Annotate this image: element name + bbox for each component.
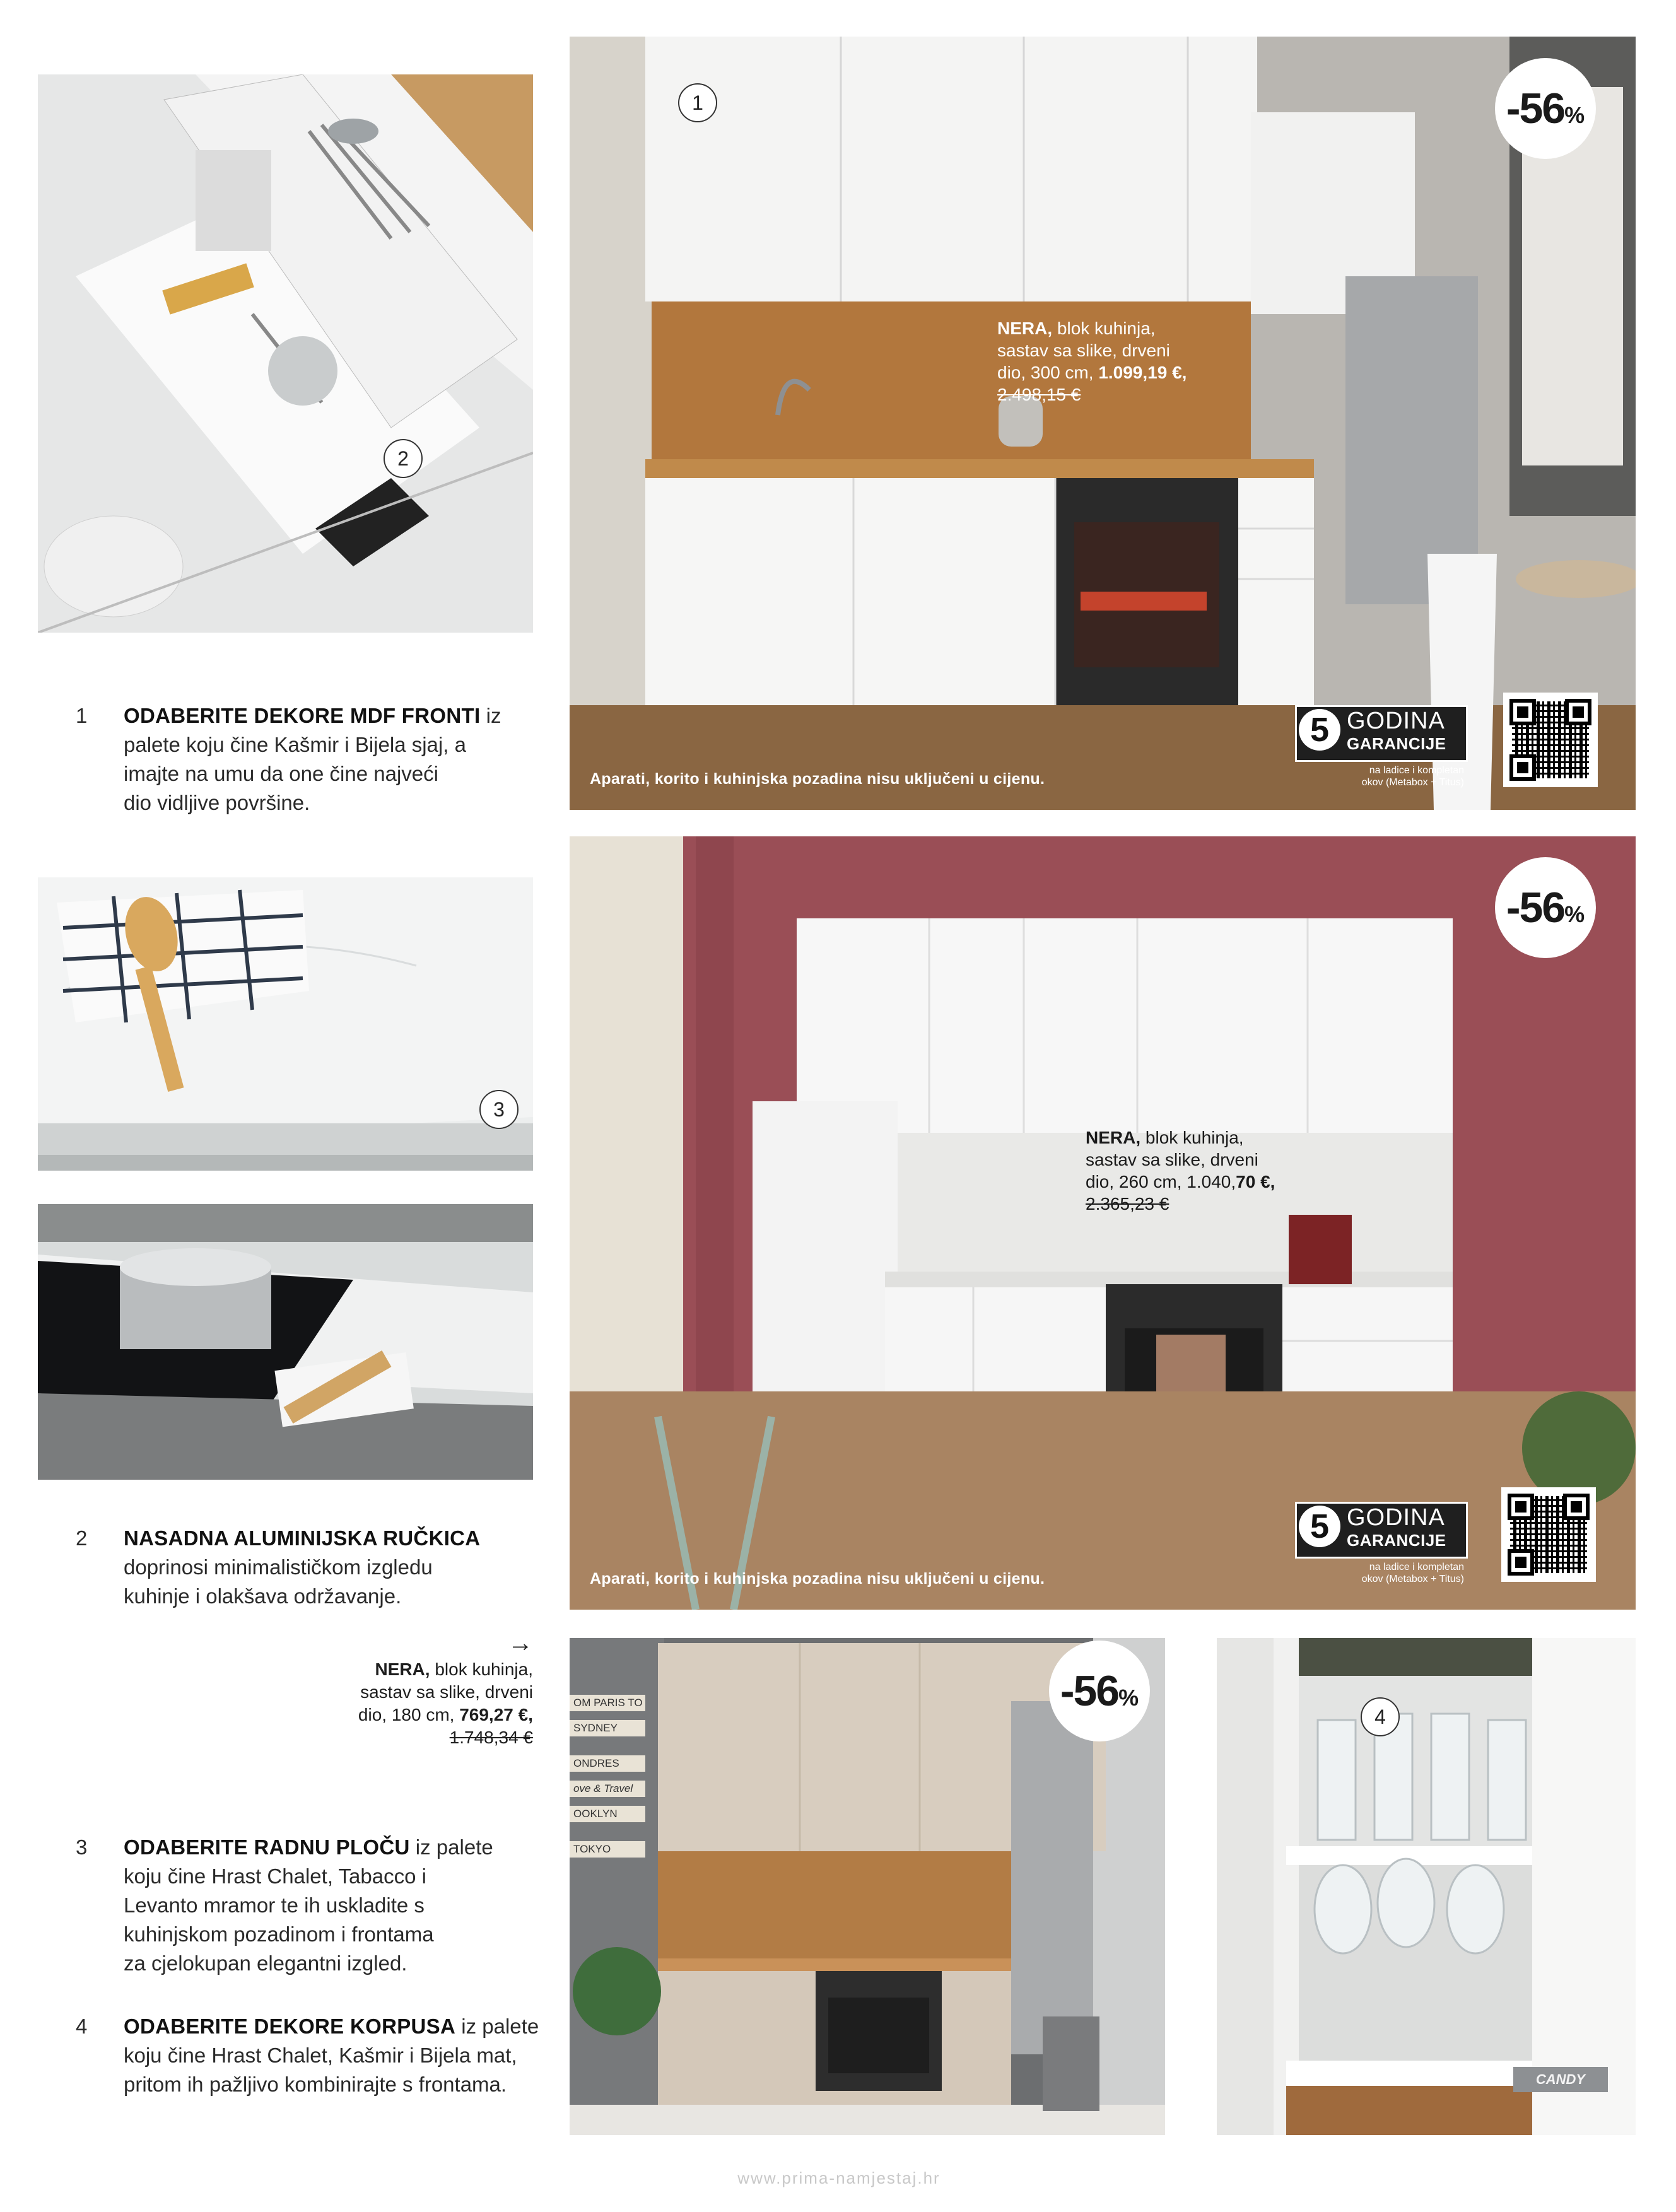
- feature-number: 1: [76, 704, 88, 727]
- product-line1: blok kuhinja,: [430, 1659, 533, 1679]
- feature-line: doprinosi minimalističkom izgledu: [124, 1555, 433, 1579]
- feature-line: koju čine Hrast Chalet, Kašmir i Bijela mat,: [124, 2044, 517, 2067]
- feature-heading: ODABERITE DEKORE MDF FRONTI: [124, 704, 481, 727]
- feature-heading-tail: iz palete: [455, 2015, 539, 2038]
- feature-line: kuhinje i olakšava održavanje.: [124, 1584, 402, 1608]
- guarantee-sub2: okov (Metabox + Titus): [1361, 777, 1464, 788]
- discount-badge: [1495, 857, 1596, 958]
- feature-heading: NASADNA ALUMINIJSKA RUČKICA: [124, 1526, 481, 1550]
- sign: OOKLYN: [570, 1806, 645, 1822]
- photo-marble-worktop: [38, 877, 533, 1171]
- footer-website-link[interactable]: www.prima-namjestaj.hr: [737, 2168, 941, 2187]
- product-line3: dio, 180 cm,: [358, 1705, 460, 1724]
- kitchen-illustration: [570, 37, 1636, 810]
- discount-value: -56: [1060, 1667, 1119, 1715]
- product-price-text: [997, 317, 1187, 406]
- product-old-price: 2.498,15 €: [997, 385, 1081, 404]
- sign: ONDRES: [570, 1755, 645, 1772]
- worktop-illustration: [38, 877, 533, 1171]
- travel-signs: [570, 1695, 645, 1858]
- product-price-text: [1086, 1126, 1275, 1215]
- feature-line: Levanto mramor te ih uskladite s: [124, 1893, 425, 1917]
- guarantee-sub1: na ladice i kompletan: [1369, 1562, 1464, 1572]
- product-line3: dio, 260 cm, 1.040,: [1086, 1172, 1236, 1191]
- product-line3: dio, 300 cm,: [997, 363, 1099, 382]
- feature-line: koju čine Hrast Chalet, Tabacco i: [124, 1864, 426, 1888]
- exclusion-note: Aparati, korito i kuhinjska pozadina nisu uključeni u cijenu.: [590, 1570, 1045, 1588]
- product-price: 769,27 €,: [459, 1705, 533, 1724]
- discount-unit: %: [1118, 1685, 1139, 1711]
- feature-heading-tail: iz palete: [409, 1835, 493, 1859]
- photo-number-badge: 1: [678, 83, 717, 122]
- product-line1: blok kuhinja,: [1052, 319, 1156, 338]
- guarantee-word2: GARANCIJE: [1347, 734, 1446, 753]
- product-line1: blok kuhinja,: [1140, 1128, 1244, 1147]
- sign: TOKYO: [570, 1841, 645, 1858]
- product-name: NERA,: [997, 319, 1053, 338]
- product-price: 70 €,: [1236, 1172, 1275, 1191]
- guarantee-word2: GARANCIJE: [1347, 1531, 1446, 1550]
- photo-number-badge: 3: [479, 1090, 519, 1129]
- feature-line: imajte na umu da one čine najveći: [124, 762, 438, 785]
- guarantee-years: 5: [1299, 709, 1340, 751]
- feature-number: 4: [76, 2015, 88, 2038]
- side-product-price: [252, 1630, 533, 1749]
- product-name: NERA,: [375, 1659, 430, 1679]
- sign: SYDNEY: [570, 1720, 645, 1736]
- qr-code[interactable]: [1503, 693, 1598, 787]
- feature-line: pritom ih pažljivo kombinirajte s frontama.: [124, 2073, 507, 2096]
- guarantee-word1: GODINA: [1347, 708, 1445, 734]
- arrow-right-icon: →: [508, 1629, 533, 1657]
- feature-number: 2: [76, 1526, 88, 1550]
- exclusion-note: Aparati, korito i kuhinjska pozadina nisu uključeni u cijenu.: [590, 770, 1045, 788]
- sign: OM PARIS TO: [570, 1695, 645, 1711]
- sign: ove & Travel: [570, 1781, 645, 1797]
- photo-drawer: [38, 74, 533, 633]
- product-name: NERA,: [1086, 1128, 1141, 1147]
- discount-badge: [1495, 58, 1596, 159]
- kitchen-illustration: [570, 836, 1636, 1610]
- guarantee-years: 5: [1299, 1506, 1340, 1547]
- feature-heading: ODABERITE DEKORE KORPUSA: [124, 2015, 456, 2038]
- product-old-price: 1.748,34 €: [449, 1728, 533, 1747]
- photo-kitchen-white-oak: [570, 37, 1636, 810]
- guarantee-sub2: okov (Metabox + Titus): [1361, 1574, 1464, 1584]
- shelf-illustration: [1217, 1638, 1636, 2135]
- feature-line: palete koju čine Kašmir i Bijela sjaj, a: [124, 733, 466, 756]
- feature-number: 3: [76, 1835, 88, 1859]
- product-line2: sastav sa slike, drveni: [1086, 1150, 1258, 1169]
- discount-unit: %: [1564, 102, 1585, 128]
- feature-line: dio vidljive površine.: [124, 791, 310, 814]
- photo-number-badge: 4: [1361, 1697, 1400, 1736]
- drawer-illustration: [38, 74, 533, 633]
- brand-plate: CANDY: [1513, 2067, 1608, 2092]
- photo-kitchen-beige: [570, 1638, 1165, 2135]
- photo-shelf-glasses: [1217, 1638, 1636, 2135]
- discount-badge: [1049, 1641, 1150, 1741]
- hob-illustration: [38, 1204, 533, 1480]
- discount-unit: %: [1564, 901, 1585, 927]
- feature-heading-tail: iz: [480, 704, 501, 727]
- guarantee-word1: GODINA: [1347, 1504, 1445, 1531]
- discount-value: -56: [1506, 884, 1565, 932]
- product-line2: sastav sa slike, drveni: [997, 341, 1170, 360]
- guarantee-sub1: na ladice i kompletan: [1369, 765, 1464, 776]
- feature-line: kuhinjskom pozadinom i frontama: [124, 1922, 434, 1946]
- photo-kitchen-red-wall: [570, 836, 1636, 1610]
- feature-heading: ODABERITE RADNU PLOČU: [124, 1835, 410, 1859]
- product-line2: sastav sa slike, drveni: [360, 1682, 533, 1702]
- qr-code[interactable]: [1501, 1487, 1596, 1582]
- photo-hob-pot: [38, 1204, 533, 1480]
- product-price: 1.099,19 €,: [1098, 363, 1187, 382]
- product-old-price: 2.365,23 €: [1086, 1194, 1169, 1214]
- photo-number-badge: 2: [384, 439, 423, 478]
- discount-value: -56: [1506, 85, 1565, 132]
- feature-line: za cjelokupan elegantni izgled.: [124, 1952, 407, 1975]
